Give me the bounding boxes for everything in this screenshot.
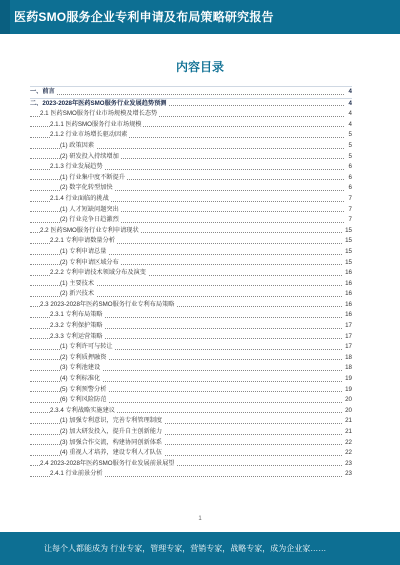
toc-entry[interactable] [30, 141, 352, 152]
toc-entry-page: 16 [343, 310, 352, 321]
toc-entry[interactable] [30, 321, 352, 332]
toc-entry-text: (6) 专利风险防范 [60, 396, 107, 404]
toc-entry-page: 20 [343, 406, 352, 417]
toc-entry[interactable] [30, 385, 352, 396]
toc-entry[interactable] [30, 98, 352, 110]
toc-entry-text: (4) 重视人才培养，建设专利人才队伍 [60, 449, 163, 457]
toc-entry-page: 16 [343, 289, 352, 300]
toc-entry-text: 2.1.3 行业发展趋势 [50, 163, 103, 171]
toc-entry-page: 16 [343, 268, 352, 279]
toc-entry-page: 4 [347, 120, 352, 131]
toc-entry-page: 23 [343, 459, 352, 470]
page-number: 1 [198, 516, 202, 522]
toc-entry[interactable] [30, 459, 352, 470]
toc-entry-text: (1) 主要技术 [60, 279, 95, 287]
toc-entry-page: 5 [347, 130, 352, 141]
toc-entry-page: 17 [343, 321, 352, 332]
toc-entry-text: 2.2 医药SMO服务行业专利申请现状 [40, 226, 139, 234]
footer-bar [0, 532, 400, 565]
toc-entry-text: (3) 加强合作交流，构建协同创新体系 [60, 438, 163, 446]
toc-entry-page: 19 [343, 385, 352, 396]
toc-entry-text: (2) 专利质押融资 [60, 353, 107, 361]
toc-entry[interactable] [30, 448, 352, 459]
toc-entry-page: 5 [347, 152, 352, 163]
table-of-contents [30, 86, 352, 480]
toc-entry-text: 2.3.1 专利布局策略 [50, 311, 103, 319]
toc-entry-page: 22 [343, 448, 352, 459]
toc-entry-text: 2.1 医药SMO服务行业市场规模及增长态势 [40, 110, 158, 118]
report-title: 医药SMO服务企业专利申请及布局策略研究报告 [14, 10, 274, 24]
toc-entry-page: 6 [347, 162, 352, 173]
toc-entry-text: 2.1.4 行业面临的挑战 [50, 194, 109, 202]
toc-entry-text: 2.3.2 专利保护策略 [50, 322, 103, 330]
toc-entry[interactable] [30, 162, 352, 173]
toc-entry[interactable] [30, 395, 352, 406]
toc-entry-text: 2.4.1 行业前景分析 [50, 470, 103, 478]
toc-entry[interactable] [30, 194, 352, 205]
toc-entry-text: 2.2.2 专利申请技术领域分布及演变 [50, 269, 146, 277]
footer-slogan: 让每个人都能成为 行业专家，管理专家，营销专家，战略专家，成为企业家…… [44, 544, 327, 553]
toc-entry-page: 4 [347, 99, 352, 110]
toc-entry[interactable] [30, 427, 352, 438]
toc-entry[interactable] [30, 310, 352, 321]
toc-entry-text: (1) 政策因素 [60, 141, 95, 149]
toc-entry-page: 16 [343, 279, 352, 290]
toc-entry-text: 一、前言 [30, 88, 55, 95]
toc-entry-text: (2) 专利申请区域分布 [60, 258, 119, 266]
toc-entry-page: 18 [343, 353, 352, 364]
toc-entry-text: (2) 新兴技术 [60, 290, 95, 298]
header-accent [0, 0, 10, 34]
toc-entry-page: 6 [347, 173, 352, 184]
toc-entry-page: 21 [343, 416, 352, 427]
toc-entry[interactable] [30, 353, 352, 364]
toc-entry[interactable] [30, 226, 352, 237]
toc-entry-text: 2.2.1 专利申请数量分析 [50, 237, 115, 245]
toc-entry[interactable] [30, 205, 352, 216]
toc-entry-page: 5 [347, 141, 352, 152]
toc-entry-text: (1) 人才短缺问题突出 [60, 205, 119, 213]
toc-entry-page: 15 [343, 236, 352, 247]
toc-entry[interactable] [30, 332, 352, 343]
toc-entry[interactable] [30, 247, 352, 258]
toc-entry-text: 2.1.1 医药SMO服务行业市场规模 [50, 120, 142, 128]
toc-entry-text: 2.3 2023-2028年医药SMO服务行业专利布局策略 [40, 300, 175, 308]
toc-entry-page: 7 [347, 215, 352, 226]
toc-entry[interactable] [30, 469, 352, 480]
toc-entry-text: (2) 行业竞争日趋激烈 [60, 216, 119, 224]
toc-entry[interactable] [30, 120, 352, 131]
toc-entry-page: 23 [343, 469, 352, 480]
toc-entry-text: (1) 专利申请总量 [60, 247, 107, 255]
toc-entry[interactable] [30, 279, 352, 290]
toc-entry-text: (3) 专利池建设 [60, 364, 101, 372]
toc-leader-dots [30, 94, 344, 95]
toc-entry-text: 2.4 2023-2028年医药SMO服务行业发展前景展望 [40, 459, 175, 467]
toc-entry[interactable] [30, 363, 352, 374]
toc-entry[interactable] [30, 152, 352, 163]
toc-entry-page: 18 [343, 363, 352, 374]
toc-entry-page: 15 [343, 258, 352, 269]
toc-entry-page: 17 [343, 332, 352, 343]
toc-entry-page: 17 [343, 342, 352, 353]
toc-entry[interactable] [30, 289, 352, 300]
toc-entry-text: (1) 行业集中度不断提升 [60, 173, 125, 181]
toc-entry-page: 21 [343, 427, 352, 438]
toc-entry-page: 15 [343, 247, 352, 258]
toc-entry-page: 4 [347, 87, 352, 98]
toc-entry-text: (2) 数字化转型加快 [60, 184, 113, 192]
toc-entry-text: (2) 加大研发投入，提升自主创新能力 [60, 428, 163, 435]
toc-entry-page: 4 [347, 109, 352, 120]
toc-entry-text: (1) 专利许可与转让 [60, 343, 113, 351]
toc-entry[interactable] [30, 183, 352, 194]
toc-entry[interactable] [30, 109, 352, 120]
toc-entry-page: 20 [343, 395, 352, 406]
toc-entry-text: (4) 专利标准化 [60, 375, 101, 383]
header-bar [0, 0, 400, 34]
toc-entry-text: (2) 研发投入持续增加 [60, 152, 119, 160]
toc-entry[interactable] [30, 236, 352, 247]
toc-entry-text: 二、2023-2028年医药SMO服务行业发展趋势预测 [30, 99, 167, 107]
toc-entry[interactable] [30, 406, 352, 417]
toc-entry-page: 6 [347, 183, 352, 194]
toc-entry[interactable] [30, 374, 352, 385]
toc-entry[interactable] [30, 342, 352, 353]
toc-entry[interactable] [30, 268, 352, 279]
toc-entry-text: 2.1.2 行业市场增长驱动因素 [50, 131, 128, 139]
toc-entry-page: 7 [347, 194, 352, 205]
toc-entry-page: 15 [343, 226, 352, 237]
toc-entry[interactable] [30, 130, 352, 141]
toc-entry[interactable] [30, 416, 352, 427]
toc-entry[interactable] [30, 438, 352, 449]
toc-entry-text: (1) 加强专利意识，完善专利管理制度 [60, 417, 163, 425]
toc-entry[interactable] [30, 258, 352, 269]
toc-entry[interactable] [30, 300, 352, 311]
toc-entry[interactable] [30, 215, 352, 226]
toc-heading: 内容目录 [175, 60, 224, 74]
toc-entry-page: 19 [343, 374, 352, 385]
toc-entry-text: (5) 专利预警分析 [60, 385, 107, 393]
toc-entry-page: 22 [343, 438, 352, 449]
toc-entry-page: 7 [347, 205, 352, 216]
toc-entry[interactable] [30, 86, 352, 98]
toc-entry-text: 2.3.4 专利战略实施建议 [50, 406, 115, 414]
toc-entry[interactable] [30, 173, 352, 184]
toc-entry-page: 16 [343, 300, 352, 311]
toc-entry-text: 2.3.3 专利运营策略 [50, 332, 103, 340]
